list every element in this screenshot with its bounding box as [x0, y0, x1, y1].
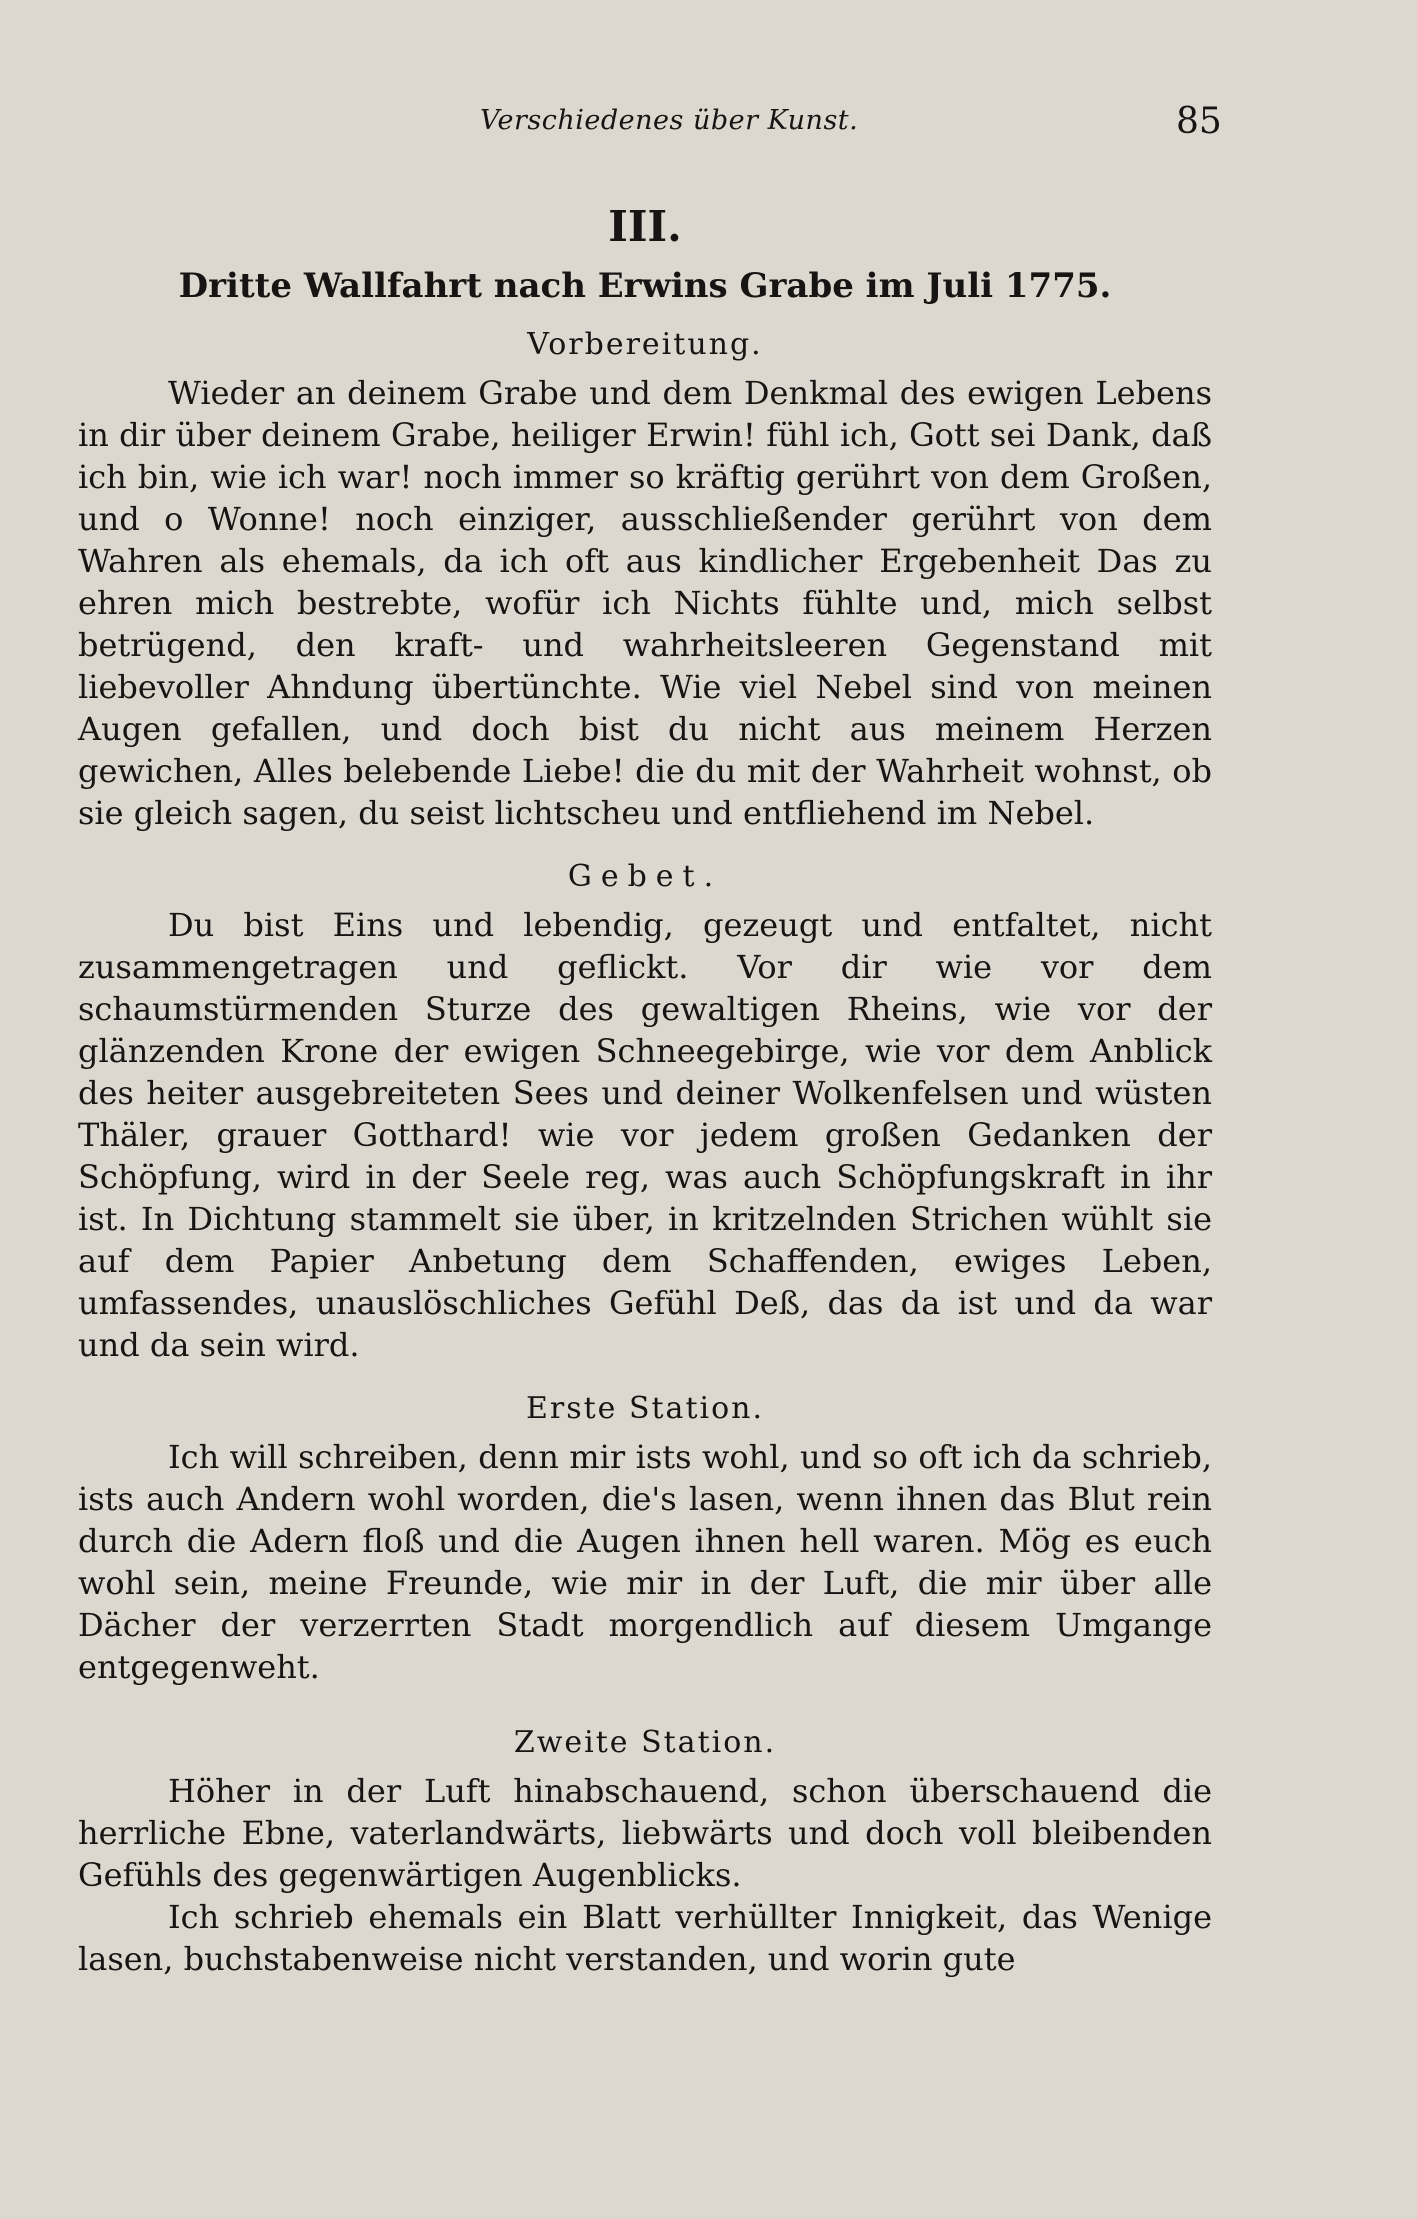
paragraph: Ich will schreiben, denn mir ists wohl, und so oft ich da schrieb, ists auch Andern wohl worden, die's lasen, wenn ihnen das Blut rein durch die Adern floß und die Augen ihnen hell waren. Mög es euch wohl sein, meine Freunde, wie mir in der Luft, die mir über alle Dächer der verzerrten Stadt morgendlich auf diesem Umgange entgegenweht.	[78, 1438, 1212, 1686]
section-heading: Vorbereitung.	[527, 327, 763, 362]
section-number: III.	[608, 202, 682, 251]
section-heading: Erste Station.	[525, 1391, 765, 1426]
paragraph: Wieder an deinem Grabe und dem Denkmal des ewigen Lebens in dir über deinem Grabe, heiliger Erwin! fühl ich, Gott sei Dank, daß ich bin, wie ich war! noch immer so kräftig gerührt von dem Großen, und o Wonne! noch einziger, ausschließender gerührt von dem Wahren als ehemals, da ich oft aus kindlicher Ergebenheit Das zu ehren mich bestrebte, wofür ich Nichts fühlte und, mich selbst betrügend, den kraft- und wahrheitsleeren Gegenstand mit liebevoller Ahndung übertünchte. Wie viel Nebel sind von meinen Augen gefallen, und doch bist du nicht aus meinem Herzen gewichen, Alles belebende Liebe! die du mit der Wahrheit wohnst, ob sie gleich sagen, du seist lichtscheu und entfliehend im Nebel.	[78, 374, 1212, 832]
page-number: 85	[1176, 101, 1222, 142]
section-zweite-station	[78, 1720, 1212, 1980]
paragraph: Höher in der Luft hinabschauend, schon überschauend die herrliche Ebne, vaterlandwärts, liebwärts und doch voll bleibenden Gefühls des gegenwärtigen Augenblicks.	[78, 1772, 1212, 1894]
section-heading: Gebet.	[567, 859, 723, 894]
running-head: Verschiedenes über Kunst.	[480, 105, 859, 136]
paragraph: Du bist Eins und lebendig, gezeugt und entfaltet, nicht zusammengetragen und geflickt. Vor dir wie vor dem schaumstürmenden Sturze des gewaltigen Rheins, wie vor der glänzenden Krone der ewigen Schneegebirge, wie vor dem Anblick des heiter ausgebreiteten Sees und deiner Wolkenfelsen und wüsten Thäler, grauer Gotthard! wie vor jedem großen Gedanken der Schöpfung, wird in der Seele reg, was auch Schöpfungskraft in ihr ist. In Dichtung stammelt sie über, in kritzelnden Strichen wühlt sie auf dem Papier Anbetung dem Schaffenden, ewiges Leben, umfassendes, unauslöschliches Gefühl Deß, das da ist und da war und da sein wird.	[78, 906, 1212, 1364]
paragraph: Ich schrieb ehemals ein Blatt verhüllter Innigkeit, das Wenige lasen, buchstabenweise nicht verstanden, und worin gute	[78, 1898, 1212, 1978]
page-header	[0, 101, 1417, 155]
section-erste-station	[78, 1386, 1212, 1688]
section-gebet	[78, 854, 1212, 1366]
chapter-title: Dritte Wallfahrt nach Erwins Grabe im Juli 1775.	[178, 266, 1112, 306]
page-body	[78, 200, 1212, 1980]
section-vorbereitung	[78, 322, 1212, 834]
section-heading: Zweite Station.	[513, 1725, 777, 1760]
